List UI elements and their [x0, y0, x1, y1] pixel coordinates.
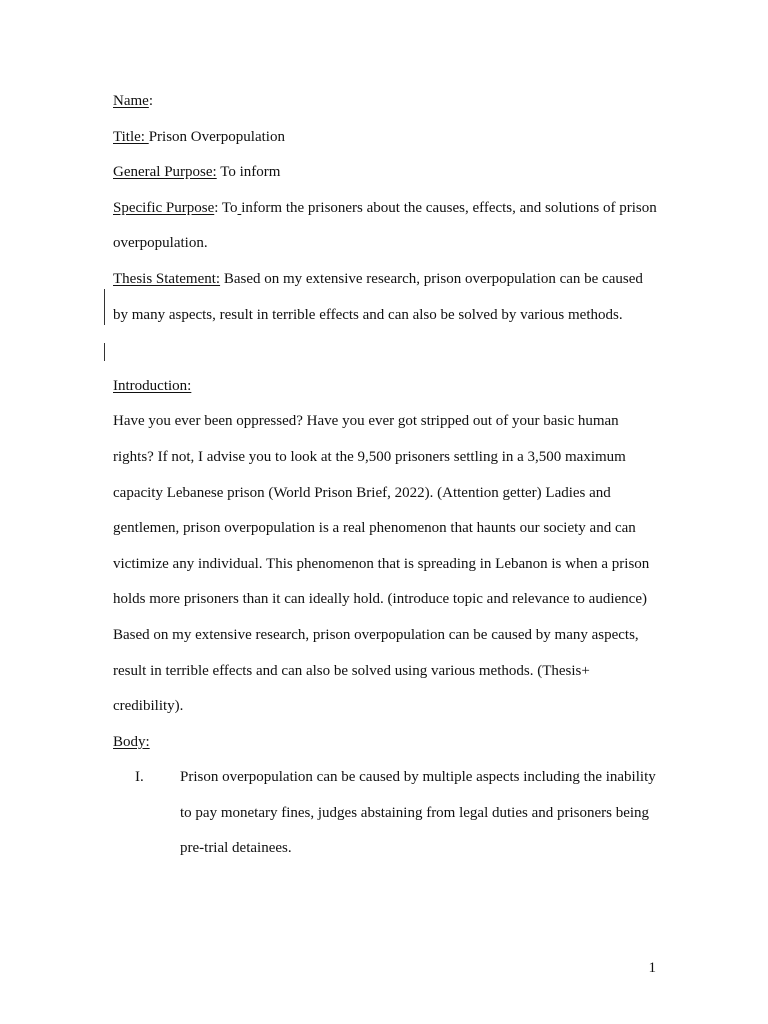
specific-purpose-colon: : To — [214, 199, 238, 216]
body-list-item — [113, 760, 658, 867]
introduction-paragraph: Have you ever been oppressed? Have you ever got stripped out of your basic human rights? If not, I advise you to look at the 9,500 prisoners settling in a 3,500 maximum capacity Lebanese prison (World Prison Brief, 2022). (Attention getter) Ladies and gentlemen, prison overpopulation is a real phenomenon that haunts our society and can victimize any individual. This phenomenon that is spreading in Lebanon is when a prison holds more prisoners than it can ideally hold. (introduce topic and relevance to audience) Based on my extensive research, prison overpopulation can be caused by many aspects, result in terrible effects and can also be solved using various methods. (Thesis+ credibility). — [113, 413, 650, 715]
revision-change-bar — [104, 289, 105, 325]
name-label: Name — [113, 93, 149, 109]
specific-purpose-paragraph — [113, 191, 658, 262]
name-line — [113, 84, 658, 120]
introduction-heading — [113, 369, 658, 405]
thesis-label: Thesis Statement: — [113, 270, 221, 287]
list-item-number: I. — [135, 769, 144, 786]
blank-line — [113, 333, 658, 369]
title-label: Title: — [113, 128, 149, 145]
title-value: Prison Overpopulation — [148, 128, 285, 145]
thesis-paragraph — [113, 262, 658, 333]
page-number: 1 — [648, 960, 656, 976]
text-cursor — [104, 343, 105, 361]
body-heading — [113, 725, 658, 761]
general-purpose-value: To inform — [216, 164, 281, 181]
general-purpose-label: General Purpose: — [113, 164, 217, 181]
document-body[interactable] — [113, 84, 658, 867]
list-item-text: Prison overpopulation can be caused by multiple aspects including the inability to pay monetary fines, judges abstaining from legal duties and prisoners being pre-trial detainees. — [180, 769, 656, 857]
specific-purpose-label: Specific Purpose — [113, 199, 215, 216]
specific-purpose-value: inform the prisoners about the causes, effects, and solutions of prison overpopulation. — [113, 199, 657, 252]
body-label: Body: — [113, 733, 150, 750]
general-purpose-line — [113, 155, 658, 191]
name-colon: : — [148, 93, 153, 109]
title-line — [113, 120, 658, 156]
thesis-value: Based on my extensive research, prison overpopulation can be caused by many aspects, result in terrible effects and can also be solved by various methods. — [113, 270, 643, 323]
introduction-label: Introduction: — [113, 377, 192, 394]
